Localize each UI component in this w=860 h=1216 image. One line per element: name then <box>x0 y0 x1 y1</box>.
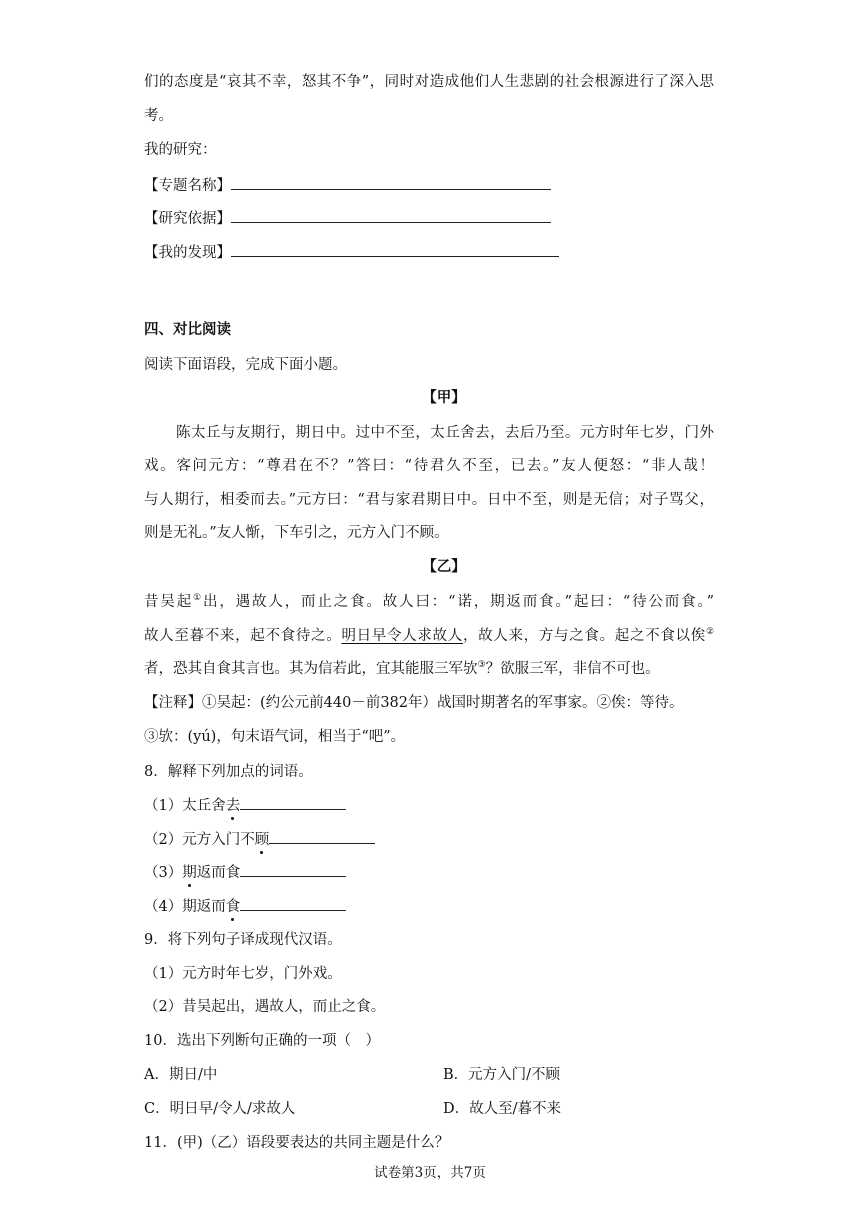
dotted-word: 食 <box>225 899 241 915</box>
passage-jia-title: 【甲】 <box>422 389 466 406</box>
question-9-stem: 9．将下列句子译成现代汉语。 <box>144 932 342 948</box>
question-9-item-2: （2）昔吴起出，遇故人，而止之食。 <box>144 999 386 1015</box>
notes-line-2: ③欤：(yú)，句末语气词，相当于“吧”。 <box>144 729 406 745</box>
footnote-marker: ① <box>193 593 203 604</box>
dotted-word: 去 <box>225 798 241 814</box>
question-8-item-3 <box>144 862 346 883</box>
answer-blank[interactable] <box>269 829 375 844</box>
item-text: 返而食 <box>196 865 241 881</box>
option-d[interactable]: D．故人至/暮不来 <box>443 1101 562 1117</box>
item-text: （1）太丘舍 <box>144 798 226 814</box>
topic-name-blank[interactable] <box>231 175 551 190</box>
option-c[interactable]: C．明日早/令人/求故人 <box>144 1101 296 1117</box>
passage-jia-line-2: 戏。客问元方：“尊君在不？”答曰：“待君久不至，已去。”友人便怒：“非人哉！ <box>144 458 714 474</box>
dotted-word: 期 <box>182 865 197 881</box>
question-8-item-2 <box>144 829 375 850</box>
passage-yi-text: 出，遇故人，而止之食。故人曰：“诺，期返而食。”起曰：“待公而食。” <box>202 594 715 610</box>
my-findings-label: 【我的发现】 <box>144 245 231 261</box>
research-basis-blank[interactable] <box>231 208 551 223</box>
answer-blank[interactable] <box>240 795 346 810</box>
passage-yi-text: 昔吴起 <box>144 594 194 610</box>
topic-name-label: 【专题名称】 <box>144 178 231 194</box>
item-text: （4）期返而 <box>144 899 226 915</box>
my-findings-blank[interactable] <box>231 242 559 257</box>
item-text: （3） <box>144 865 183 881</box>
question-9-item-1: （1）元方时年七岁，门外戏。 <box>144 966 342 982</box>
research-basis-field <box>144 208 551 229</box>
passage-jia-line-4: 则是无礼。”友人惭，下车引之，元方入门不顾。 <box>144 525 449 541</box>
option-b[interactable]: B．元方入门/不顾 <box>443 1067 561 1083</box>
passage-jia-line-1: 陈太丘与友期行，期日中。过中不至，太丘舍去，去后乃至。元方时年七岁，门外 <box>176 425 714 441</box>
notes-line-1: 【注释】①吴起：(约公元前440－前382年）战国时期著名的军事家。②俟：等待。 <box>144 695 684 711</box>
passage-yi-line-2 <box>144 626 714 646</box>
question-8-item-1 <box>144 795 346 816</box>
passage-yi-text: 者，恐其自食其言也。其为信若此，宜其能服三军欤 <box>144 661 478 677</box>
research-heading: 我的研究： <box>144 142 217 158</box>
passage-yi-text: ，故人来，方与之食。起之不食以俟 <box>462 628 706 644</box>
passage-yi-line-3 <box>144 659 660 679</box>
question-10-stem: 10．选出下列断句正确的一项（ ） <box>144 1033 380 1049</box>
passage-yi-line-1 <box>144 592 714 612</box>
passage-yi-text: ？欲服三军，非信不可也。 <box>485 661 660 677</box>
research-basis-label: 【研究依据】 <box>144 211 231 227</box>
item-text: （2）元方入门不 <box>144 832 255 848</box>
section-title: 四、对比阅读 <box>144 321 231 338</box>
option-a[interactable]: A．期日/中 <box>144 1067 218 1083</box>
footnote-marker: ③ <box>477 660 486 671</box>
passage-yi-text: 故人至暮不来，起不食待之。 <box>144 628 342 644</box>
question-11-stem: 11．(甲)（乙）语段要表达的共同主题是什么？ <box>144 1135 450 1151</box>
footnote-marker: ② <box>705 627 715 638</box>
section-instruction: 阅读下面语段，完成下面小题。 <box>144 357 347 373</box>
my-findings-field <box>144 242 559 263</box>
dotted-word: 顾 <box>254 832 270 848</box>
passage-yi-title: 【乙】 <box>422 558 466 575</box>
topic-name-field <box>144 175 551 196</box>
answer-blank[interactable] <box>240 896 346 911</box>
page-footer: 试卷第3页，共7页 <box>374 1165 486 1181</box>
passage-jia-line-3: 与人期行，相委而去。”元方曰：“君与家君期日中。日中不至，则是无信；对子骂父， <box>144 492 714 508</box>
question-8-item-4 <box>144 896 346 917</box>
answer-blank[interactable] <box>240 862 346 877</box>
intro-line-2: 考。 <box>144 108 173 124</box>
intro-line-1: 们的态度是“哀其不幸，怒其不争”，同时对造成他们人生悲剧的社会根源进行了深入思 <box>144 74 714 90</box>
underlined-sentence: 明日早令人求故人 <box>341 628 463 644</box>
question-8-stem: 8．解释下列加点的词语。 <box>144 764 313 780</box>
